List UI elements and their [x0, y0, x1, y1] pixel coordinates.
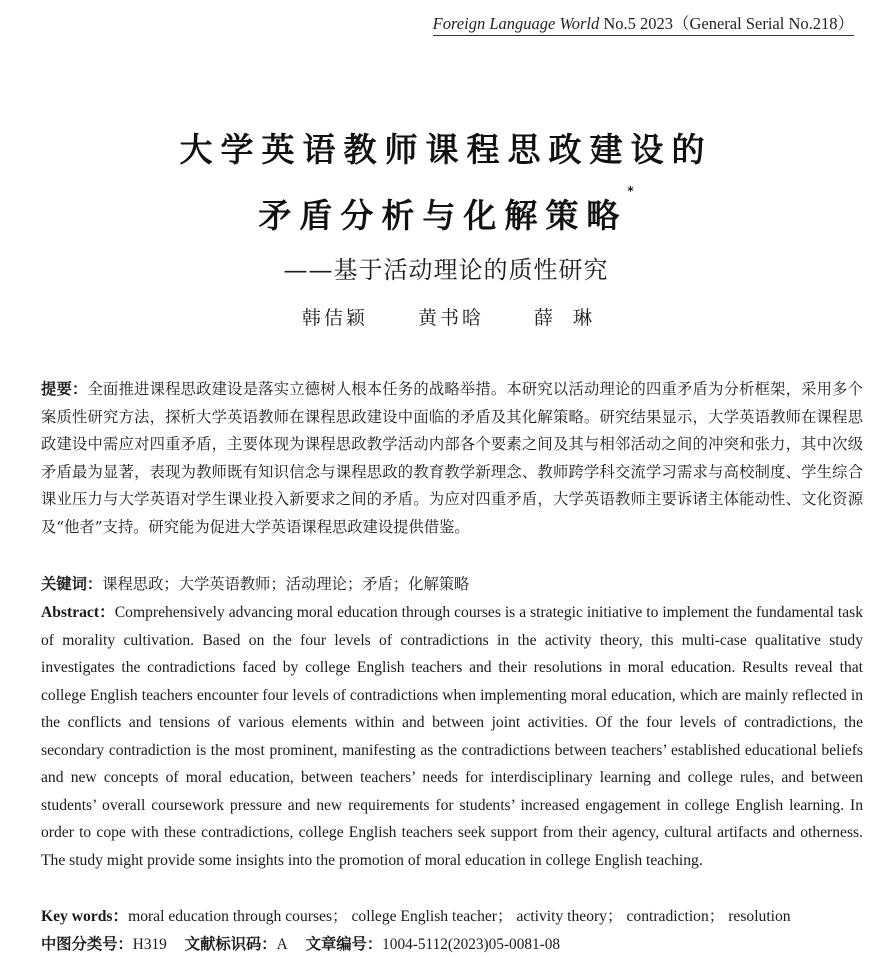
author-list [0, 303, 892, 330]
chinese-keywords-label: 关键词： [41, 575, 103, 593]
doc-code-label: 文献标识码： [184, 935, 277, 953]
chinese-keywords [41, 571, 863, 598]
english-keywords-text: moral education through courses； college English teacher； activity theory； contradiction； resolution [128, 908, 791, 925]
journal-name: Foreign Language World [432, 14, 600, 33]
clc-value: H319 [132, 936, 167, 953]
title-line-2-wrap [0, 184, 892, 237]
english-abstract [41, 599, 863, 874]
english-abstract-text: Comprehensively advancing moral education through courses is a strategic initiative to implement the fundamental task of morality cultivation. Based on the four levels of contradictions in the activity theory, this multi-case qualitative study investigates the contradictions faced by college English teachers and their resolutions in moral education. Results reveal that college English teachers encounter four levels of contradictions when implementing moral education, which are mainly reflected in the conflicts and tensions of various elements within and between joint activities. Of the four levels of contradictions, the secondary contradiction is the most prominent, manifesting as the contradictions between teachers’ established educational beliefs and new concepts of moral education, between teachers’ needs for interdisciplinary learning and college rules, and between students’ overall coursework pressure and new requirements for students’ increased engagement in college English learning. In order to cope with these contradictions, college English teachers seek support from their agency, cultural artifacts and otherness. The study might provide some insights into the promotion of moral education in college English teaching. [41, 604, 863, 869]
author-3: 薛琳 [534, 307, 613, 329]
doc-code-value: A [276, 936, 288, 953]
article-number-value: 1004-5112(2023)05-0081-08 [382, 936, 561, 953]
chinese-abstract-label: 提要： [41, 380, 88, 398]
chinese-abstract-text: 全面推进课程思政建设是落实立德树人根本任务的战略举措。本研究以活动理论的四重矛盾为分析框架，采用多个案质性研究方法，探析大学英语教师在课程思政建设中面临的矛盾及其化解策略。研究结果显示，大学英语教师在课程思政建设中需应对四重矛盾，主要体现为课程思政教学活动内部各个要素之间及其与相邻活动之间的冲突和张力，其中次级矛盾最为显著，表现为教师既有知识信念与课程思政的教育教学新理念、教师跨学科交流学习需求与高校制度、学生综合课业压力与大学英语对学生课业投入新要求之间的矛盾。为应对四重矛盾，大学英语教师主要诉诸主体能动性、文化资源及“他者”支持。研究能为促进大学英语课程思政建设提供借鉴。 [41, 380, 863, 536]
author-1: 韩佶颖 [301, 307, 368, 329]
english-keywords [41, 903, 863, 930]
title-line-1: 大学英语教师课程思政建设的 [179, 130, 713, 169]
author-2: 黄书晗 [417, 307, 484, 329]
title-line-2: 矛盾分析与化解策略 [258, 196, 628, 235]
journal-issue: No.5 2023（General Serial No.218） [599, 14, 854, 33]
chinese-abstract [41, 376, 863, 541]
title-footnote-marker: * [627, 184, 634, 198]
article-number-label: 文章编号： [305, 935, 383, 953]
journal-header [433, 10, 854, 36]
clc-label: 中图分类号： [41, 935, 133, 953]
subtitle: ——基于活动理论的质性研究 [283, 256, 609, 284]
english-keywords-label: Key words： [41, 908, 129, 925]
classification-line [41, 931, 863, 958]
english-abstract-label: Abstract： [41, 604, 115, 621]
chinese-keywords-text: 课程思政；大学英语教师；活动理论；矛盾；化解策略 [102, 575, 470, 593]
